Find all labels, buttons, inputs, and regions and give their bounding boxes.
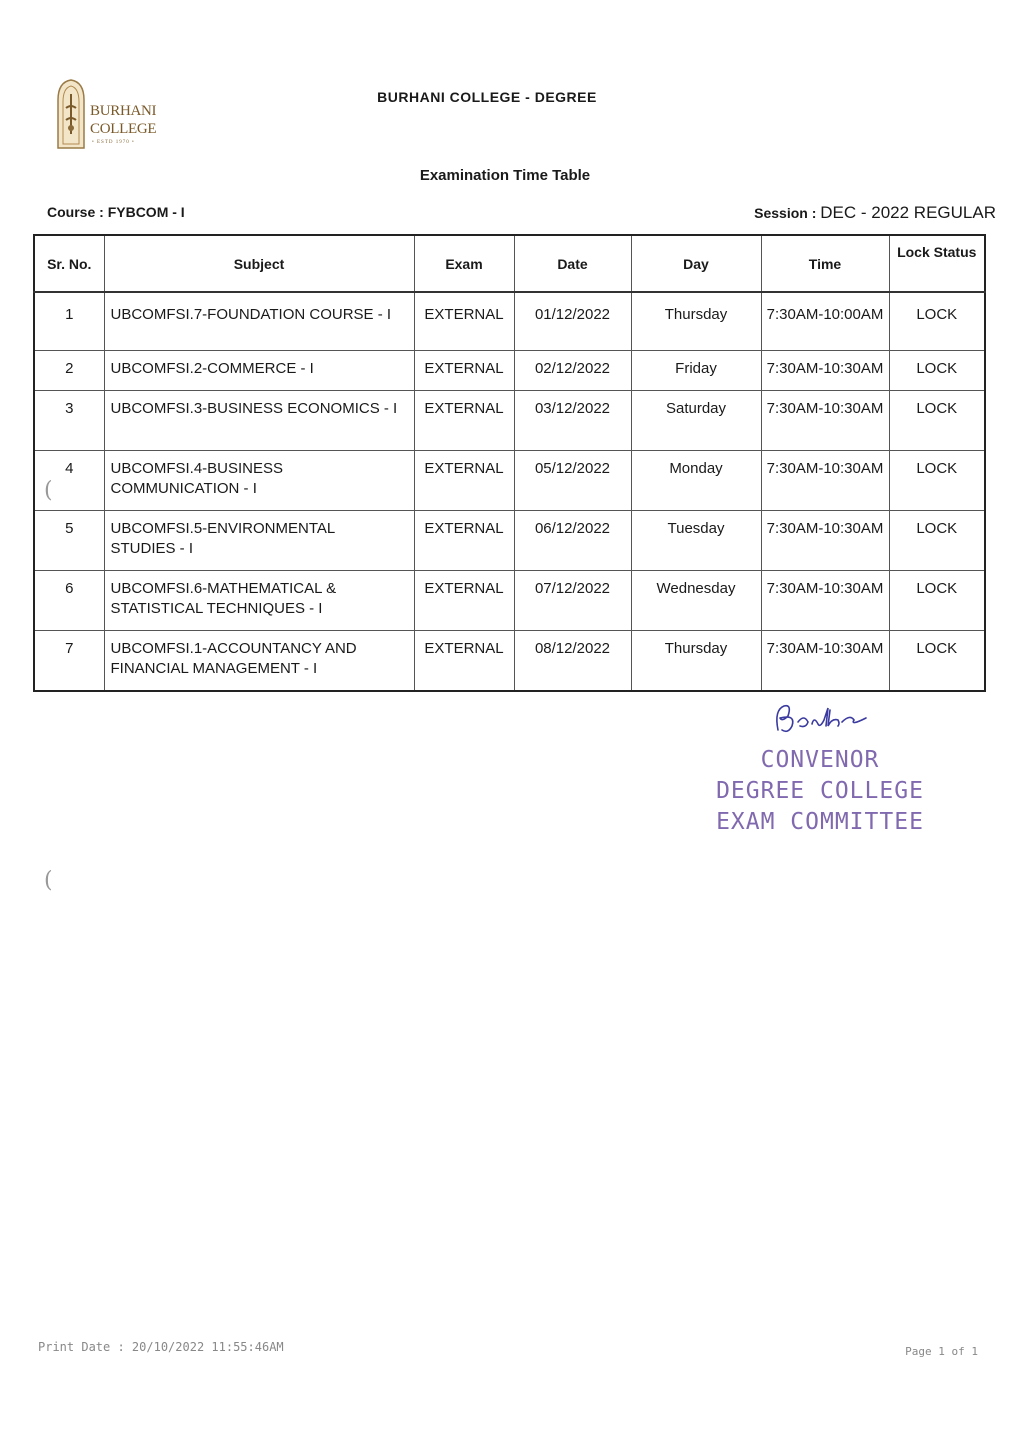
col-header-sr: Sr. No. <box>34 235 104 292</box>
session-label: Session : <box>754 205 817 221</box>
cell-subject: UBCOMFSI.1-ACCOUNTANCY AND FINANCIAL MANAGEMENT - I <box>104 631 414 692</box>
session-info <box>754 203 996 223</box>
table-row <box>34 292 985 351</box>
cell-subject: UBCOMFSI.3-BUSINESS ECONOMICS - I <box>104 391 414 451</box>
cell-lock: LOCK <box>889 391 985 451</box>
cell-date: 02/12/2022 <box>514 351 631 391</box>
cell-sr: 1 <box>34 292 104 351</box>
cell-time: 7:30AM-10:30AM <box>761 631 889 692</box>
table-row <box>34 511 985 571</box>
course-label: Course : <box>47 204 104 220</box>
cell-subject: UBCOMFSI.7-FOUNDATION COURSE - I <box>104 292 414 351</box>
scan-mark-icon: ( <box>44 478 53 503</box>
cell-day: Thursday <box>631 631 761 692</box>
col-header-date: Date <box>514 235 631 292</box>
cell-sr: 2 <box>34 351 104 391</box>
cell-time: 7:30AM-10:30AM <box>761 391 889 451</box>
cell-day: Monday <box>631 451 761 511</box>
cell-day: Friday <box>631 351 761 391</box>
cell-time: 7:30AM-10:30AM <box>761 351 889 391</box>
cell-time: 7:30AM-10:30AM <box>761 571 889 631</box>
cell-date: 05/12/2022 <box>514 451 631 511</box>
cell-exam: EXTERNAL <box>414 571 514 631</box>
stamp-line-degree-college: DEGREE COLLEGE <box>716 778 924 804</box>
cell-lock: LOCK <box>889 631 985 692</box>
logo-text <box>90 102 156 138</box>
cell-sr: 6 <box>34 571 104 631</box>
col-header-subject: Subject <box>104 235 414 292</box>
cell-date: 01/12/2022 <box>514 292 631 351</box>
committee-stamp <box>690 745 950 838</box>
col-header-exam: Exam <box>414 235 514 292</box>
col-header-lock: Lock Status <box>889 235 985 292</box>
cell-sr: 3 <box>34 391 104 451</box>
table-row <box>34 391 985 451</box>
timetable <box>33 234 986 692</box>
cell-sr: 4 <box>34 451 104 511</box>
col-header-time: Time <box>761 235 889 292</box>
cell-day: Wednesday <box>631 571 761 631</box>
table-row <box>34 451 985 511</box>
cell-day: Thursday <box>631 292 761 351</box>
cell-lock: LOCK <box>889 292 985 351</box>
cell-sr: 7 <box>34 631 104 692</box>
cell-date: 03/12/2022 <box>514 391 631 451</box>
col-header-day: Day <box>631 235 761 292</box>
cell-exam: EXTERNAL <box>414 511 514 571</box>
cell-exam: EXTERNAL <box>414 451 514 511</box>
cell-date: 07/12/2022 <box>514 571 631 631</box>
cell-date: 06/12/2022 <box>514 511 631 571</box>
cell-subject: UBCOMFSI.5-ENVIRONMENTAL STUDIES - I <box>104 511 414 571</box>
cell-time: 7:30AM-10:30AM <box>761 511 889 571</box>
cell-lock: LOCK <box>889 571 985 631</box>
cell-subject: UBCOMFSI.6-MATHEMATICAL & STATISTICAL TECHNIQUES - I <box>104 571 414 631</box>
table-row <box>34 571 985 631</box>
cell-exam: EXTERNAL <box>414 391 514 451</box>
cell-lock: LOCK <box>889 511 985 571</box>
cell-time: 7:30AM-10:00AM <box>761 292 889 351</box>
table-row <box>34 351 985 391</box>
cell-lock: LOCK <box>889 351 985 391</box>
cell-exam: EXTERNAL <box>414 631 514 692</box>
logo-established: • ESTD 1970 • <box>92 140 135 145</box>
college-title: BURHANI COLLEGE - DEGREE <box>377 89 597 105</box>
course-info <box>47 204 185 220</box>
logo-text-line1: BURHANI <box>90 103 157 119</box>
cell-sr: 5 <box>34 511 104 571</box>
session-value: DEC - 2022 REGULAR <box>820 203 996 222</box>
course-value: FYBCOM - I <box>107 204 185 220</box>
stamp-line-exam-committee: EXAM COMMITTEE <box>716 809 924 835</box>
timetable-title: Examination Time Table <box>419 167 591 184</box>
cell-subject: UBCOMFSI.4-BUSINESS COMMUNICATION - I <box>104 451 414 511</box>
cell-day: Tuesday <box>631 511 761 571</box>
scan-mark-icon: ( <box>44 868 53 893</box>
cell-exam: EXTERNAL <box>414 351 514 391</box>
table-header-row <box>34 235 985 292</box>
table-row <box>34 631 985 692</box>
cell-time: 7:30AM-10:30AM <box>761 451 889 511</box>
cell-exam: EXTERNAL <box>414 292 514 351</box>
logo-text-line2: COLLEGE <box>90 121 157 137</box>
page-number: Page 1 of 1 <box>905 1345 978 1358</box>
cell-day: Saturday <box>631 391 761 451</box>
cell-lock: LOCK <box>889 451 985 511</box>
cell-date: 08/12/2022 <box>514 631 631 692</box>
convenor-signature <box>770 700 880 740</box>
stamp-line-convenor: CONVENOR <box>760 747 880 773</box>
cell-subject: UBCOMFSI.2-COMMERCE - I <box>104 351 414 391</box>
print-date: Print Date : 20/10/2022 11:55:46AM <box>38 1340 284 1354</box>
